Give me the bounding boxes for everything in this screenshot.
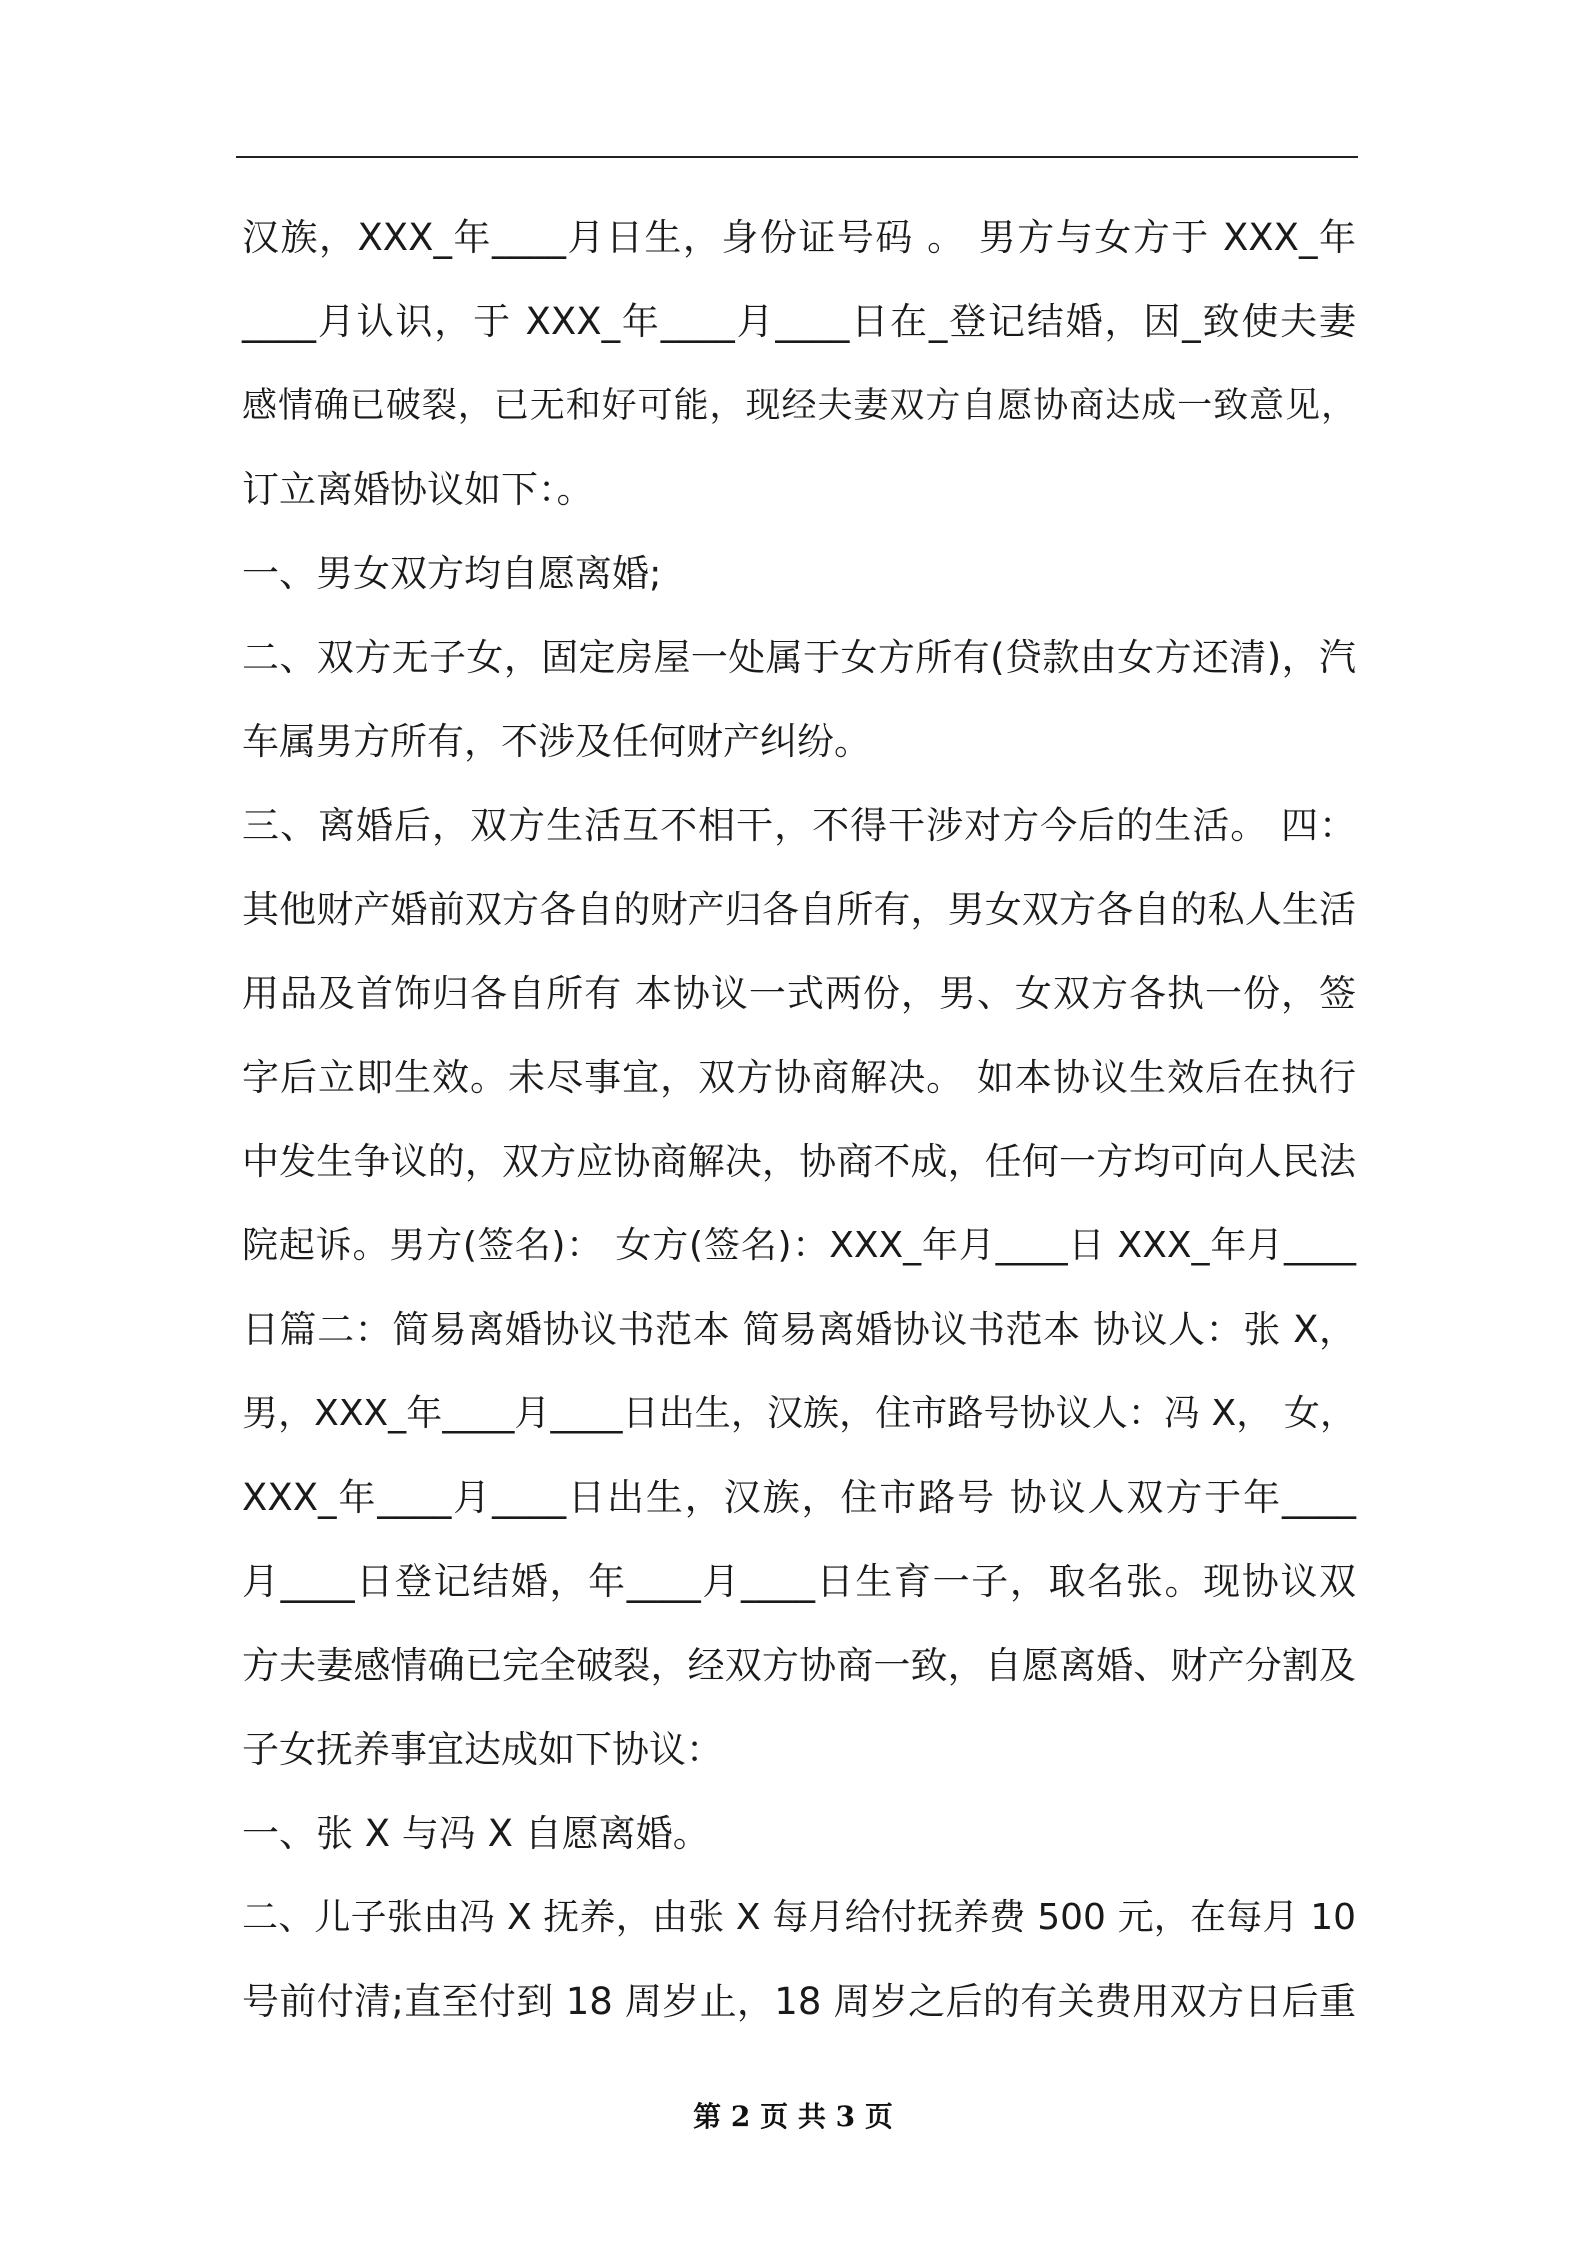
text-line: 一、男女双方均自愿离婚; <box>242 552 662 595</box>
text-line: 中发生争议的，双方应协商解决，协商不成，任何一方均可向人民法 <box>242 1140 1356 1183</box>
text-line: 院起诉。男方(签名)： 女方(签名)：XXX_年月____日 XXX_年月____ <box>242 1225 1356 1266</box>
text-line: 月____日登记结婚，年____月____日生育一子，取名张。现协议双 <box>242 1560 1356 1603</box>
text-line: 男，XXX_年____月____日出生，汉族，住市路号协议人：冯 X， 女， <box>242 1393 1356 1434</box>
text-line: XXX_年____月____日出生，汉族，住市路号 协议人双方于年____ <box>242 1476 1356 1519</box>
text-line: 其他财产婚前双方各自的财产归各自所有，男女双方各自的私人生活 <box>242 888 1356 931</box>
text-line: 子女抚养事宜达成如下协议： <box>242 1728 723 1771</box>
text-line: ____月认识，于 XXX_年____月____日在_登记结婚，因_致使夫妻 <box>242 300 1356 343</box>
text-line: 汉族，XXX_年____月日生，身份证号码 。 男方与女方于 XXX_年 <box>242 216 1356 259</box>
header-divider <box>236 156 1358 158</box>
text-line: 日篇二：简易离婚协议书范本 简易离婚协议书范本 协议人：张 X， <box>242 1308 1356 1351</box>
text-line: 用品及首饰归各自所有 本协议一式两份，男、女双方各执一份，签 <box>242 972 1356 1015</box>
text-line: 字后立即生效。未尽事宜，双方协商解决。 如本协议生效后在执行 <box>242 1056 1356 1099</box>
text-line: 三、离婚后，双方生活互不相干，不得干涉对方今后的生活。 四： <box>242 804 1356 847</box>
text-line: 号前付清;直至付到 18 周岁止，18 周岁之后的有关费用双方日后重 <box>242 1980 1356 2023</box>
text-line: 感情确已破裂，已无和好可能，现经夫妻双方自愿协商达成一致意见， <box>242 386 1356 426</box>
text-line: 方夫妻感情确已完全破裂，经双方协商一致，自愿离婚、财产分割及 <box>242 1644 1356 1687</box>
page-number-footer: 第 2 页 共 3 页 <box>693 2100 893 2133</box>
text-line: 一、张 X 与冯 X 自愿离婚。 <box>242 1812 710 1855</box>
document-body <box>242 196 1356 2044</box>
text-line: 二、双方无子女，固定房屋一处属于女方所有(贷款由女方还清)，汽 <box>242 636 1356 679</box>
text-line: 车属男方所有，不涉及任何财产纠纷。 <box>242 720 871 763</box>
text-line: 订立离婚协议如下：。 <box>242 468 594 511</box>
text-line: 二、儿子张由冯 X 抚养，由张 X 每月给付抚养费 500 元，在每月 10 <box>242 1897 1356 1938</box>
